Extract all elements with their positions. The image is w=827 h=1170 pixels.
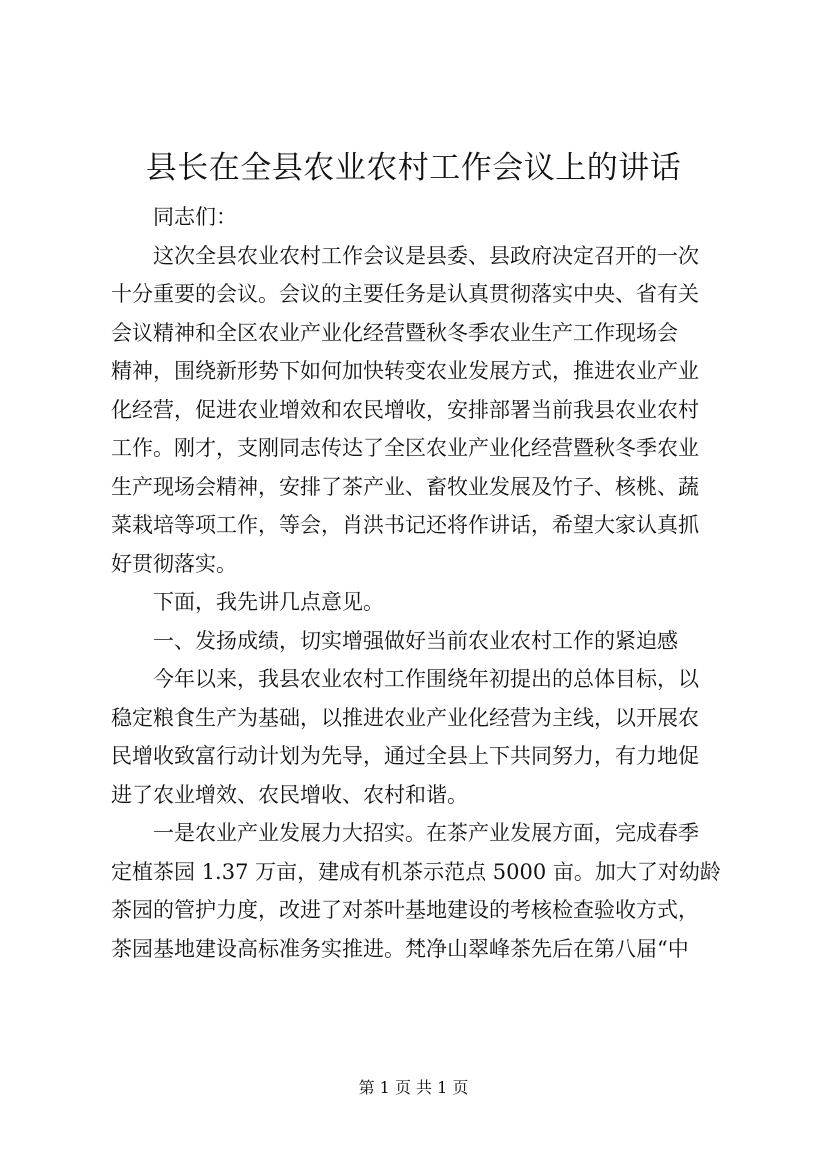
- text-line: 茶园基地建设高标准务实推进。梵净山翠峰茶先后在第八届“中: [111, 936, 689, 961]
- text-line: 会议精神和全区农业产业化经营暨秋冬季农业生产工作现场会: [111, 320, 678, 345]
- text-line: 精神，围绕新形势下如何加快转变农业发展方式，推进农业产业: [111, 359, 699, 383]
- text-line: 这次全县农业农村工作会议是县委、县政府决定召开的一次: [153, 243, 699, 268]
- text-line: 定植茶园 1.37 万亩，建成有机茶示范点 5000 亩。加大了对幼龄: [111, 859, 721, 884]
- document-body: [111, 198, 726, 968]
- text-line: 一是农业产业发展力大招实。在茶产业发展方面，完成春季: [153, 821, 699, 845]
- text-line: 稳定粮食生产为基础，以推进农业产业化经营为主线，以开展农: [111, 705, 699, 730]
- text-line: 菜栽培等项工作，等会，肖洪书记还将作讲话，希望大家认真抓: [111, 513, 699, 537]
- text-line: 生产现场会精神，安排了茶产业、畜牧业发展及竹子、核桃、蔬: [111, 474, 699, 499]
- text-line: 民增收致富行动计划为先导，通过全县上下共同努力，有力地促: [111, 744, 699, 768]
- text-line: 化经营，促进农业增效和农民增收，安排部署当前我县农业农村: [111, 397, 699, 422]
- text-line: 工作。刚才，支刚同志传达了全区农业产业化经营暨秋冬季农业: [111, 436, 699, 460]
- page-footer: 第 1 页 共 1 页: [358, 1078, 469, 1097]
- text-line: 十分重要的会议。会议的主要任务是认真贯彻落实中央、省有关: [111, 282, 699, 306]
- text-line: 好贯彻落实。: [111, 551, 237, 576]
- text-line: 同志们：: [153, 205, 237, 229]
- text-line: 今年以来，我县农业农村工作围绕年初提出的总体目标，以: [153, 667, 699, 691]
- text-line: 一、发扬成绩，切实增强做好当前农业农村工作的紧迫感: [153, 628, 678, 653]
- document-title: 县长在全县农业农村工作会议上的讲话: [145, 150, 682, 186]
- text-line: 下面，我先讲几点意见。: [153, 590, 384, 614]
- text-line: 进了农业增效、农民增收、农村和谐。: [111, 782, 468, 807]
- text-line: 茶园的管护力度，改进了对茶叶基地建设的考核检查验收方式，: [111, 898, 699, 922]
